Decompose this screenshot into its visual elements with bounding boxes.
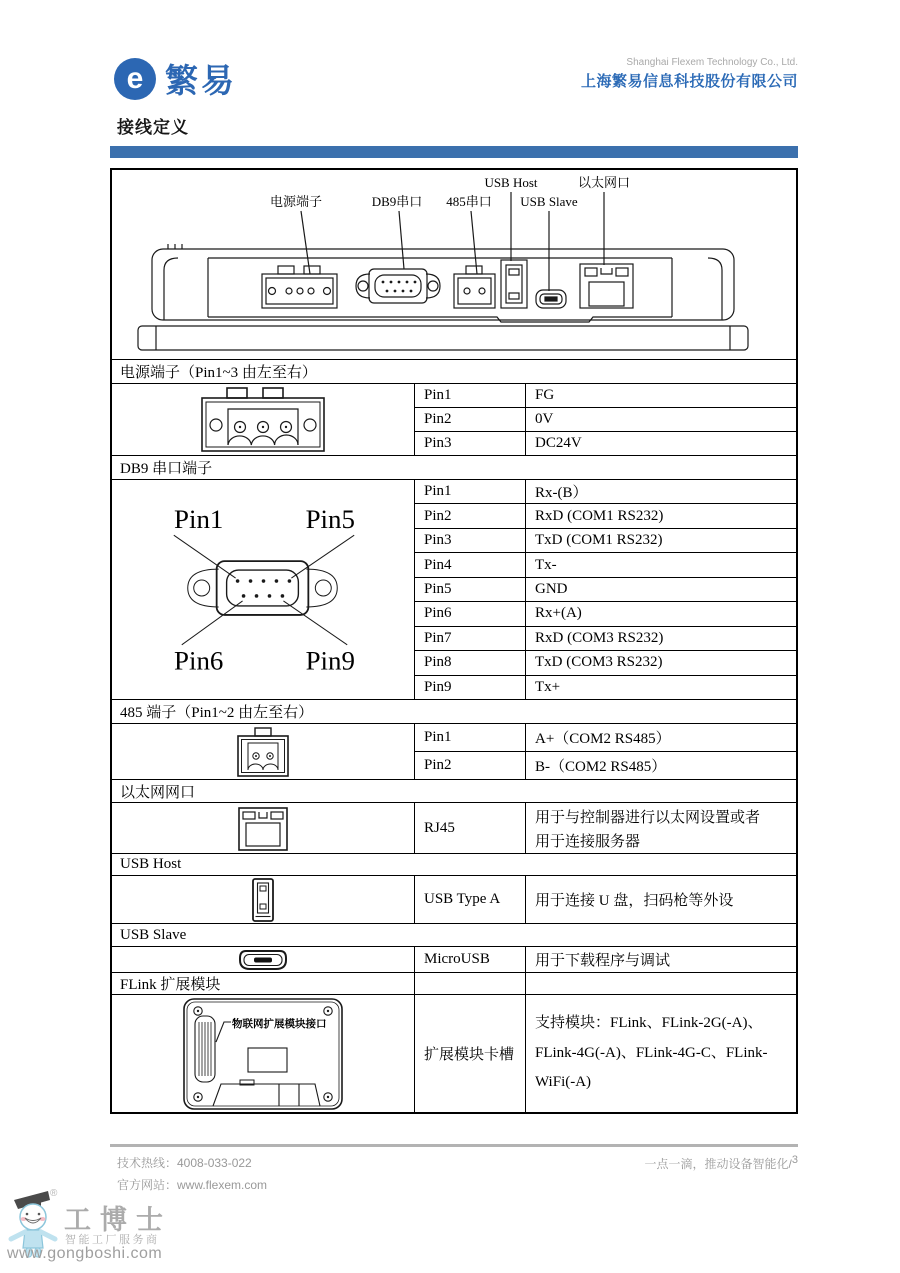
desc-cell: TxD (COM3 RS232)	[535, 654, 663, 671]
section-usb-host	[112, 876, 796, 924]
table-row	[415, 876, 796, 923]
section-usb-slave	[112, 947, 796, 973]
company-name-cn: 上海繁易信息科技股份有限公司	[580, 73, 798, 90]
usb-host-label: USB Host	[484, 175, 538, 190]
desc-cell: 用于下载程序与调试	[535, 953, 671, 969]
micro-usb-icon	[239, 950, 287, 970]
desc-cell: Tx-	[535, 556, 557, 573]
section-header-ethernet: 以太网网口	[112, 780, 796, 803]
expansion-module-cell	[112, 995, 415, 1112]
section-header-db9: DB9 串口端子	[112, 456, 796, 480]
rj45-port-icon	[238, 805, 288, 851]
power-label: 电源端子	[269, 194, 323, 209]
table-row	[415, 480, 796, 504]
power-terminal-cell	[112, 384, 415, 455]
iot-module-port-label: 物联网扩展模块接口	[232, 1017, 327, 1030]
table-row	[415, 504, 796, 528]
footer-divider	[110, 1144, 798, 1147]
usb-type-a-icon	[252, 878, 274, 922]
section-header-485: 485 端子（Pin1~2 由左至右）	[112, 700, 796, 724]
footer-slogan	[645, 1154, 798, 1172]
table-row	[415, 432, 796, 455]
usb-host-cell	[112, 876, 415, 923]
pin-cell: Pin2	[415, 752, 526, 779]
gongboshi-name: 工博士	[64, 1205, 172, 1235]
pin-cell: Pin5	[415, 578, 526, 601]
table-row	[415, 627, 796, 651]
desc-cell: FG	[535, 387, 555, 403]
db9-pin9-label: Pin9	[305, 645, 355, 676]
db9-diagram-cell	[112, 480, 415, 699]
pin-cell: 扩展模块卡槽	[415, 995, 526, 1112]
table-row	[415, 947, 796, 972]
desc-cell: RxD (COM3 RS232)	[535, 629, 664, 646]
rs485-terminal-cell	[112, 724, 415, 779]
table-row	[415, 408, 796, 432]
title-divider-bar	[110, 146, 798, 158]
section-header-usb-host: USB Host	[112, 854, 796, 876]
power-leader-line	[301, 211, 310, 274]
table-row	[415, 724, 796, 752]
rs485-leader-line	[471, 211, 477, 274]
page-number: 3	[791, 1154, 798, 1166]
desc-cell: 用于连接 U 盘，扫码枪等外设	[535, 893, 734, 909]
pin-cell: Pin9	[415, 676, 526, 699]
ethernet-label: 以太网口	[577, 175, 631, 190]
table-row	[415, 529, 796, 553]
pin-cell: Pin1	[415, 724, 526, 751]
section-flink	[112, 995, 796, 1112]
db9-pin5-label: Pin5	[305, 503, 355, 534]
section-485	[112, 724, 796, 780]
ethernet-port-cell	[112, 803, 415, 853]
page-title: 接线定义	[117, 118, 189, 137]
registered-mark: ®	[50, 1188, 58, 1199]
table-row	[415, 602, 796, 626]
usb-slave-cell	[112, 947, 415, 972]
flink-header-label: FLink 扩展模块	[112, 973, 415, 994]
expansion-module-icon	[183, 998, 343, 1110]
pin-cell: Pin4	[415, 553, 526, 576]
device-connector-diagram	[112, 170, 796, 360]
pin-cell: Pin3	[415, 529, 526, 552]
db9-pin1-label: Pin1	[174, 503, 224, 534]
device-rear-view-drawing	[112, 170, 800, 358]
pin-cell: Pin1	[415, 384, 526, 407]
db9-connector-icon	[112, 481, 414, 699]
company-name-en: Shanghai Flexem Technology Co., Ltd.	[626, 57, 798, 68]
desc-cell: B-（COM2 RS485）	[535, 759, 667, 775]
empty-cell	[526, 973, 796, 994]
rs485-label: 485串口	[446, 194, 492, 209]
gongboshi-url: www.gongboshi.com	[7, 1245, 163, 1262]
empty-cell	[415, 973, 526, 994]
desc-cell: 用于与控制器进行以太网设置或者用于连接服务器	[535, 810, 761, 850]
pin-cell: Pin3	[415, 432, 526, 455]
desc-cell: GND	[535, 580, 568, 597]
desc-cell: 0V	[535, 411, 554, 427]
section-header-flink	[112, 973, 796, 995]
table-row	[415, 384, 796, 408]
table-row	[415, 651, 796, 675]
usb-slave-label: USB Slave	[520, 194, 578, 209]
flexem-logo	[114, 55, 237, 102]
desc-cell: TxD (COM1 RS232)	[535, 532, 663, 549]
db9-leader-line	[399, 211, 404, 269]
section-header-usb-slave: USB Slave	[112, 924, 796, 947]
desc-cell: 支持模块：FLink、FLink-2G(-A)、FLink-4G(-A)、FLink-4G-C、FLink-WiFi(-A)	[535, 1015, 768, 1090]
footer-hotline: 技术热线：4008-033-022	[117, 1156, 252, 1170]
footer-slogan-text: 一点一滴，推动设备智能化/	[644, 1157, 792, 1171]
table-row	[415, 752, 796, 779]
wiring-definition-table	[110, 168, 798, 1114]
flexem-logo-text: 繁易	[165, 62, 237, 99]
table-row	[415, 676, 796, 699]
section-power	[112, 384, 796, 456]
desc-cell: Tx+	[535, 678, 561, 695]
desc-cell: RxD (COM1 RS232)	[535, 507, 664, 524]
pin-cell: Pin8	[415, 651, 526, 674]
pin-cell: RJ45	[415, 803, 526, 854]
table-row	[415, 995, 796, 1112]
desc-cell: DC24V	[535, 435, 582, 451]
desc-cell: Rx+(A)	[535, 605, 582, 622]
pin-cell: Pin1	[415, 480, 526, 503]
pin-cell: USB Type A	[415, 876, 526, 923]
desc-cell: A+（COM2 RS485）	[535, 731, 671, 747]
db9-label: DB9串口	[371, 194, 423, 209]
pin-cell: Pin2	[415, 504, 526, 527]
pin-cell: MicroUSB	[415, 947, 526, 972]
pin-cell: Pin2	[415, 408, 526, 431]
footer-website: 官方网站：www.flexem.com	[117, 1178, 268, 1192]
section-db9	[112, 480, 796, 700]
section-header-power: 电源端子（Pin1~3 由左至右）	[112, 360, 796, 384]
rs485-terminal-icon	[237, 727, 289, 777]
gongboshi-subtitle: 智能工厂服务商	[65, 1234, 160, 1246]
flexem-logo-icon: e	[114, 58, 156, 100]
table-row	[415, 803, 796, 854]
table-row	[415, 578, 796, 602]
table-row	[415, 553, 796, 577]
pin-cell: Pin7	[415, 627, 526, 650]
section-ethernet	[112, 803, 796, 854]
desc-cell: Rx-(B）	[535, 485, 588, 502]
power-terminal-icon	[201, 387, 325, 453]
db9-pin6-label: Pin6	[174, 645, 224, 676]
pin-cell: Pin6	[415, 602, 526, 625]
